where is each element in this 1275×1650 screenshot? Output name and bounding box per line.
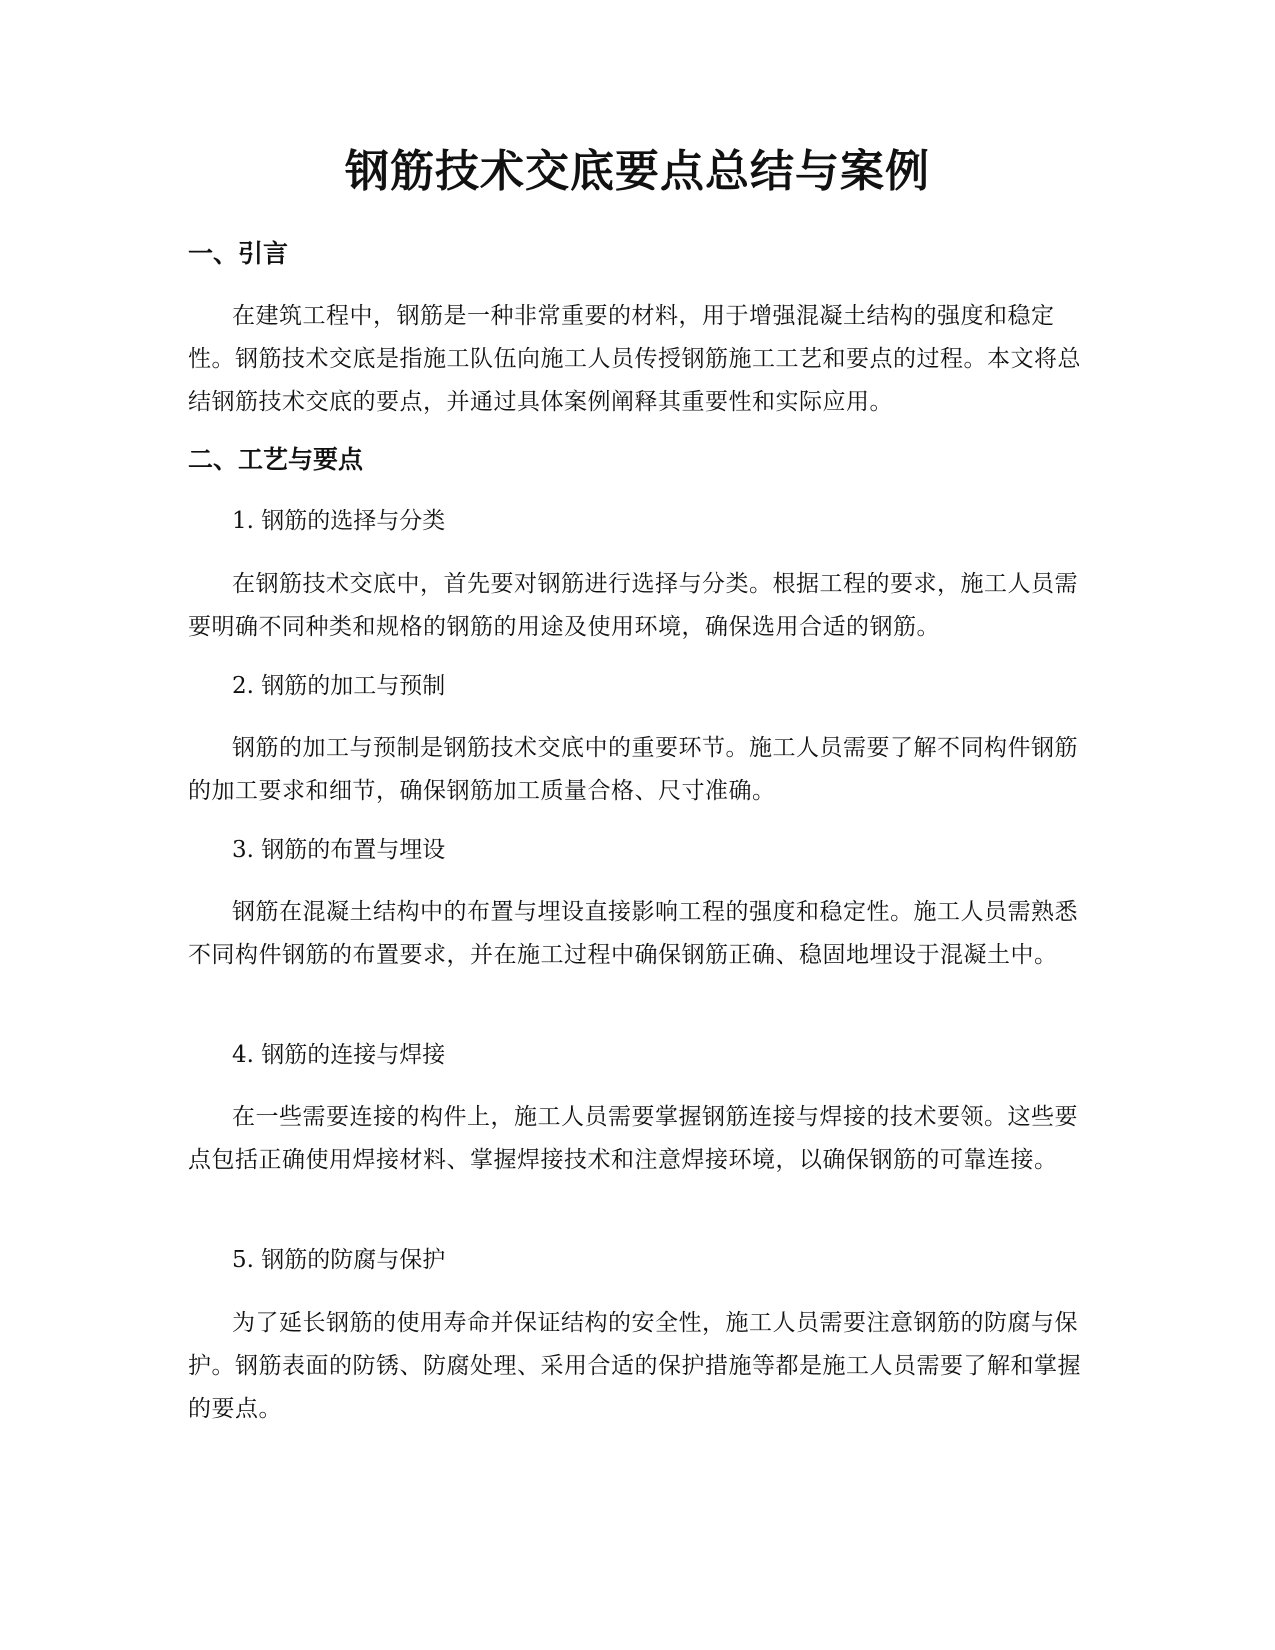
subheading-3: 3. 钢筋的布置与埋设 [232, 837, 446, 863]
subheading-2: 2. 钢筋的加工与预制 [232, 673, 446, 699]
section-heading-introduction: 一、引言 [188, 239, 289, 268]
paragraph-3: 钢筋在混凝土结构中的布置与埋设直接影响工程的强度和稳定性。施工人员需熟悉不同构件钢筋的布置要求，并在施工过程中确保钢筋正确、稳固地埋设于混凝土中。 [188, 899, 1078, 968]
paragraph-5: 为了延长钢筋的使用寿命并保证结构的安全性，施工人员需要注意钢筋的防腐与保护。钢筋表面的防锈、防腐处理、采用合适的保护措施等都是施工人员需要了解和掌握的要点。 [188, 1310, 1081, 1422]
subheading-5: 5. 钢筋的防腐与保护 [232, 1247, 446, 1273]
document-title: 钢筋技术交底要点总结与案例 [345, 146, 930, 197]
section-heading-process: 二、工艺与要点 [188, 445, 364, 474]
paragraph-2: 钢筋的加工与预制是钢筋技术交底中的重要环节。施工人员需要了解不同构件钢筋的加工要求和细节，确保钢筋加工质量合格、尺寸准确。 [188, 735, 1078, 804]
paragraph-1: 在钢筋技术交底中，首先要对钢筋进行选择与分类。根据工程的要求，施工人员需要明确不同种类和规格的钢筋的用途及使用环境，确保选用合适的钢筋。 [188, 571, 1078, 640]
introduction-paragraph: 在建筑工程中，钢筋是一种非常重要的材料，用于增强混凝土结构的强度和稳定性。钢筋技术交底是指施工队伍向施工人员传授钢筋施工工艺和要点的过程。本文将总结钢筋技术交底的要点，并通过具体案例阐释其重要性和实际应用。 [188, 303, 1081, 415]
subheading-4: 4. 钢筋的连接与焊接 [232, 1042, 446, 1068]
subheading-1: 1. 钢筋的选择与分类 [232, 508, 446, 534]
paragraph-4: 在一些需要连接的构件上，施工人员需要掌握钢筋连接与焊接的技术要领。这些要点包括正确使用焊接材料、掌握焊接技术和注意焊接环境，以确保钢筋的可靠连接。 [188, 1104, 1078, 1173]
